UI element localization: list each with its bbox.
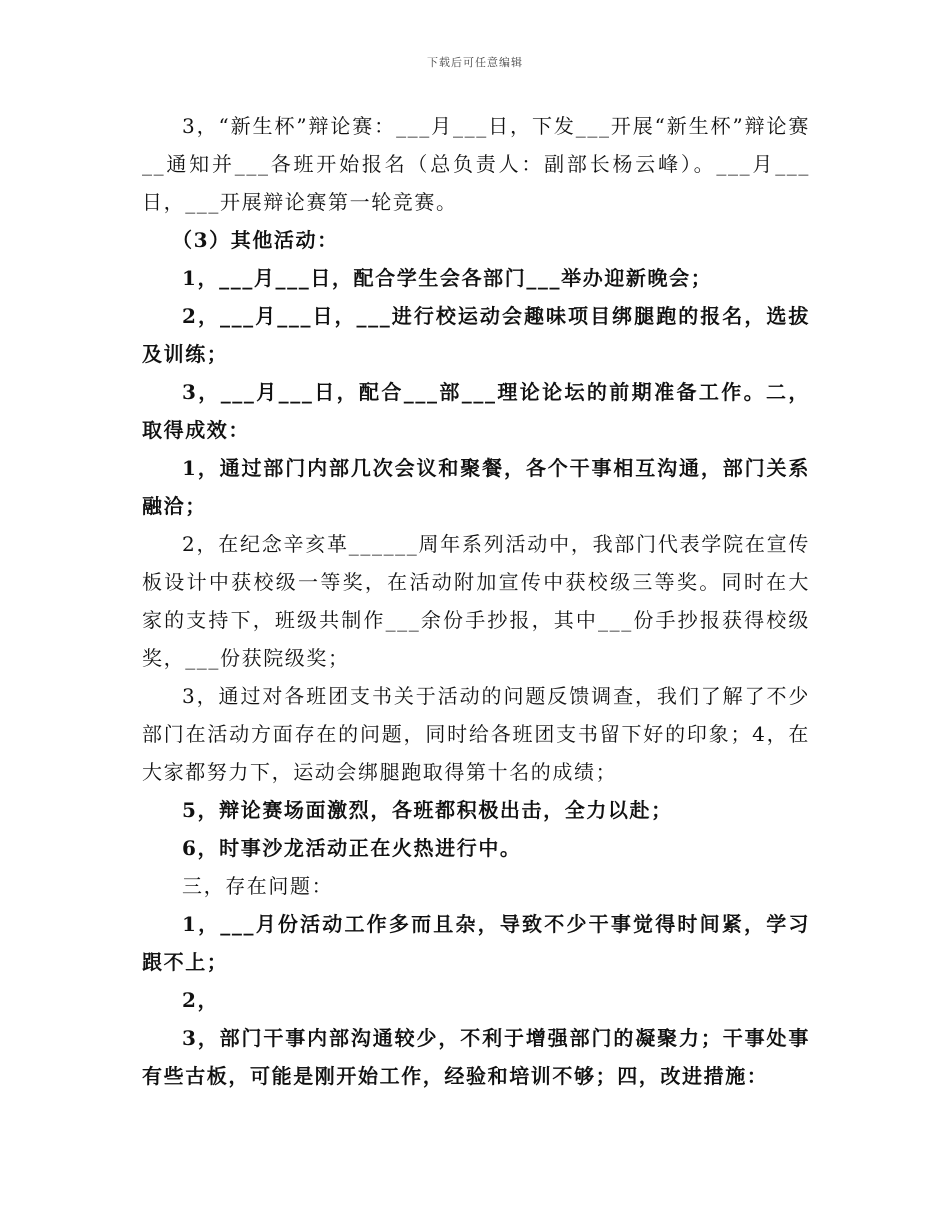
- paragraph-problem-3: 3，部门干事内部沟通较少，不利于增强部门的凝聚力；干事处事有些古板，可能是刚开始工作，经验和培训不够；四，改进措施：: [142, 1026, 810, 1088]
- paragraph-problem-1: 1，___月份活动工作多而且杂，导致不少干事觉得时间紧，学习跟不上；: [142, 912, 810, 974]
- paragraph-result-3: 3，通过对各班团支书关于活动的问题反馈调查，我们了解了不少部门在活动方面存在的问题，同时给各班团支书留下好的印象；4，在大家都努力下，运动会绑腿跑取得第十名的成绩；: [142, 684, 810, 784]
- paragraph-problem-2: 2，: [182, 988, 220, 1012]
- paragraph-result-1: 1，通过部门内部几次会议和聚餐，各个干事相互沟通，部门关系融洽；: [142, 456, 810, 518]
- section-other-activities-heading: （3）其他活动：: [172, 228, 339, 252]
- paragraph-result-2: 2，在纪念辛亥革______周年系列活动中，我部门代表学院在宣传板设计中获校级一等奖，在活动附加宣传中获校级三等奖。同时在大家的支持下，班级共制作___余份手抄报，其中___份手抄报获得校级奖，___份获院级奖；: [142, 532, 810, 670]
- paragraph-theory-forum: 3，___月___日，配合___部___理论论坛的前期准备工作。二，取得成效：: [142, 380, 810, 442]
- paragraph-result-5: 5，辩论赛场面激烈，各班都积极出击，全力以赴；: [182, 798, 673, 822]
- paragraph-debate: 3，“新生杯”辩论赛：___月___日，下发___开展“新生杯”辩论赛__通知并___各班开始报名（总负责人：副部长杨云峰）。___月___日，___开展辩论赛第一轮竞赛。: [142, 114, 810, 214]
- section-problems-heading: 三，存在问题：: [182, 874, 334, 898]
- page-header: 下载后可任意编辑: [427, 56, 523, 69]
- paragraph-result-6: 6，时事沙龙活动正在火热进行中。: [182, 836, 522, 860]
- paragraph-sports-meet: 2，___月___日，___进行校运动会趣味项目绑腿跑的报名，选拔及训练；: [142, 304, 810, 366]
- document-body: [142, 107, 810, 1095]
- paragraph-welcome-party: 1，___月___日，配合学生会各部门___举办迎新晚会；: [182, 266, 713, 290]
